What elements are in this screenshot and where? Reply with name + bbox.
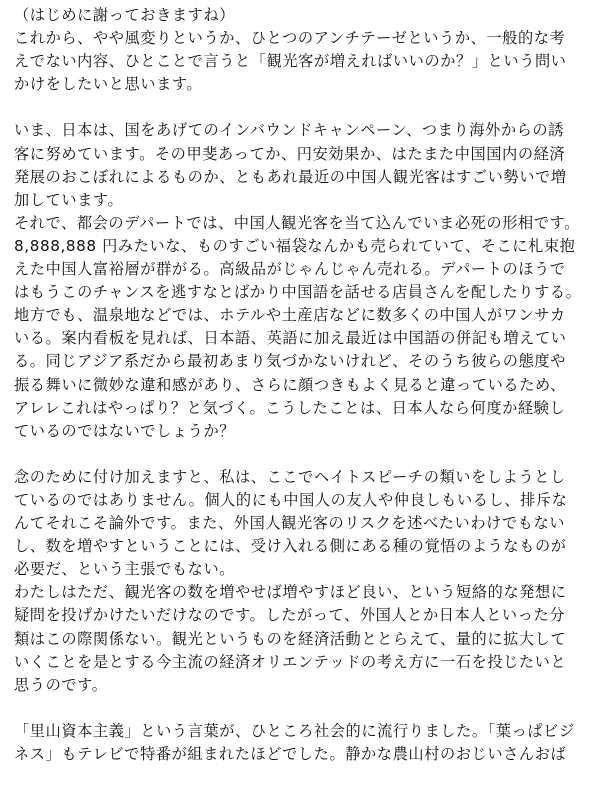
text-line: わたしはただ、観光客の数を増やせば増やすほど良い、という短絡的な発想に [14, 583, 567, 602]
text-line: 念のために付け加えますと、私は、ここでヘイトスピーチの類いをしようとし [14, 467, 566, 486]
document-page [14, 4, 600, 766]
text-line: これから、やや風変りというか、ひとつのアンチテーゼというか、一般的な考 [14, 29, 566, 48]
text-line: 加しています。 [14, 190, 124, 209]
text-line: はもうこのチャンスを逃すなとばかり中国語を話せる店員さんを配したりする。 [14, 283, 582, 302]
text-line: 必要だ、という主張でもない。 [14, 560, 236, 579]
text-line: 8,888,888 円みたいな、ものすごい福袋なんかも売られていて、そこに札束抱 [14, 236, 576, 255]
text-line: る。同じアジア系だから最初あまり気づかないけれど、そのうち彼らの態度や [14, 352, 566, 371]
text-line: 思うのです。 [14, 675, 108, 694]
text-line: ているのではありません。個人的にも中国人の友人や仲良しもいるし、排斥な [14, 490, 568, 509]
text-line: えでない内容、ひとことで言うと「観光客が増えればいいのか？」という問い [14, 52, 567, 71]
text-line: 類はこの際関係ない。観光というものを経済活動ととらえて、量的に拡大して [14, 629, 567, 648]
paragraph-spacer [14, 697, 600, 720]
paragraph-clarification [14, 466, 600, 697]
text-line: いま、日本は、国をあげてのインバウンドキャンペーン、つまり海外からの誘 [14, 121, 564, 140]
paragraph-apology [14, 4, 600, 96]
text-line: ているのではないでしょうか？ [14, 421, 236, 440]
text-line: 「里山資本主義」という言葉が、ひところ社会的に流行りました。「葉っぱビジ [14, 721, 575, 740]
text-line: いる。案内看板を見れば、日本語、英語に加え最近は中国語の併記も増えてい [14, 329, 567, 348]
text-line: んてそれこそ論外です。また、外国人観光客のリスクを述べたいわけでもない [14, 514, 566, 533]
text-line: いくことを是とする今主流の経済オリエンテッドの考え方に一石を投じたいと [14, 652, 567, 671]
text-line: （はじめに謝っておきますね） [14, 6, 236, 24]
text-line: 疑問を投げかけたいだけなのです。したがって、外国人とか日本人といった分 [14, 606, 566, 625]
paragraph-spacer [14, 443, 600, 466]
text-line: 発展のおこぼれによるものか、ともあれ最近の中国人観光客はすごい勢いで増 [14, 167, 567, 186]
text-line: えた中国人富裕層が群がる。高級品がじゃんじゃん売れる。デパートのほうで [14, 260, 566, 279]
text-line: し、数を増やすということには、受け入れる側にある種の覚悟のようなものが [14, 537, 567, 556]
text-line: 振る舞いに微妙な違和感があり、さらに顔つきもよく見ると違っているため、 [14, 375, 566, 394]
text-line: それで、都会のデパートでは、中国人観光客を当て込んでいま必死の形相です。 [14, 213, 580, 232]
paragraph-inbound [14, 119, 600, 442]
paragraph-spacer [14, 96, 600, 119]
text-line: 客に努めています。その甲斐あってか、円安効果か、はたまた中国国内の経済 [14, 144, 566, 163]
text-line: アレレこれはやっぱり？と気づく。こうしたことは、日本人なら何度か経験し [14, 398, 566, 417]
paragraph-satoyama [14, 720, 600, 766]
text-line: かけをしたいと思います。 [14, 75, 203, 94]
text-line: 地方でも、温泉地などでは、ホテルや土産店などに数多くの中国人がワンサカ [14, 306, 566, 325]
text-line: ネス」もテレビで特番が組まれたほどでした。静かな農山村のおじいさんおば [14, 745, 567, 763]
